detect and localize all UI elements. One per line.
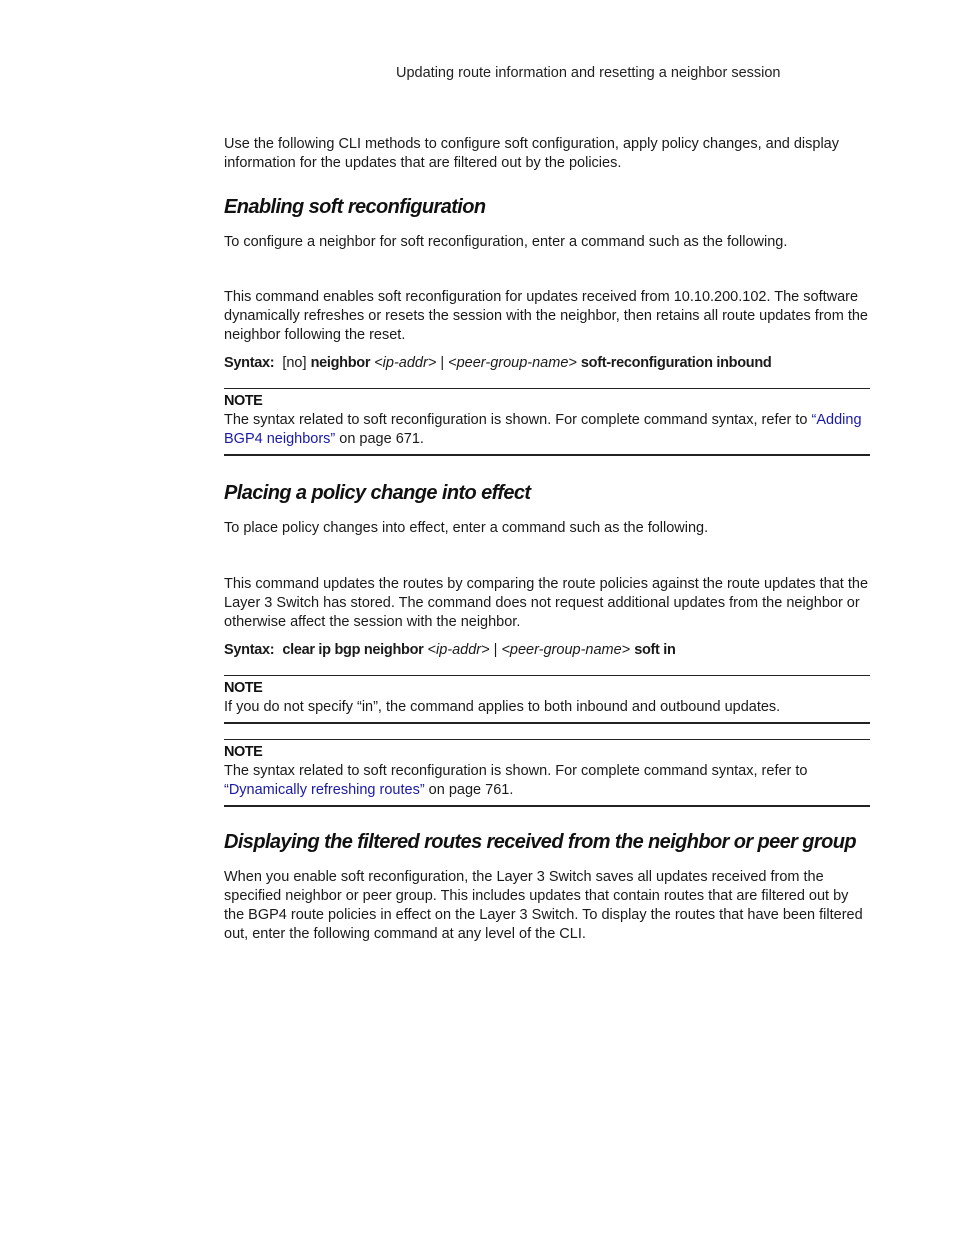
syntax-no-option: [no] [282,355,307,371]
syntax-arg-ip-addr: <ip-addr> [427,642,490,658]
note-body: The syntax related to soft reconfiguration is shown. For complete command syntax, refer to [224,763,808,779]
syntax-keywords: soft-reconfiguration inbound [580,355,772,371]
syntax-keywords: soft in [634,642,676,658]
note-page-ref: on page 761. [424,782,514,798]
note-box-3 [224,739,870,807]
content-area [224,135,870,944]
note-title: NOTE [224,744,263,760]
syntax-label: Syntax: [224,642,275,658]
heading-enabling-soft-reconfiguration: Enabling soft reconfiguration [224,196,486,218]
note-body: The syntax related to soft reconfiguration is shown. For complete command syntax, refer to [224,412,812,428]
note-box-2 [224,675,870,724]
link-dynamically-refreshing-routes[interactable]: “Dynamically refreshing routes” [224,782,425,798]
syntax-arg-peer-group: <peer-group-name> [448,355,577,371]
syntax-command: neighbor [310,355,371,371]
note-text: If you do not specify “in”, the command applies to both inbound and outbound updates. [224,699,781,715]
section1-description-paragraph: This command enables soft reconfiguration for updates received from 10.10.200.102. The software dynamically refreshes or resets the session with the neighbor, then retains all route updates from the neighbor following the reset. [224,289,868,343]
section2-description-paragraph: This command updates the routes by comparing the route policies against the route updates that the Layer 3 Switch has stored. The command does not request additional updates from the neighbor or otherwise affect the session with the neighbor. [224,576,869,630]
intro-paragraph: Use the following CLI methods to configure soft configuration, apply policy changes, and display information for the updates that are filtered out by the policies. [224,136,839,171]
section1-syntax-line [224,354,870,373]
syntax-label: Syntax: [224,355,275,371]
link-adding-bgp4-neighbors[interactable]: “Adding BGP4 neighbors” [224,412,862,447]
heading-placing-policy-change: Placing a policy change into effect [224,482,531,504]
running-header: Updating route information and resetting a neighbor session [396,65,781,81]
section2-syntax-line [224,641,870,660]
syntax-separator: | [440,355,445,371]
note-text [224,762,870,800]
note-title: NOTE [224,393,263,409]
section1-intro-paragraph: To configure a neighbor for soft reconfiguration, enter a command such as the following. [224,234,788,250]
syntax-arg-peer-group: <peer-group-name> [501,642,631,658]
note-box-1 [224,388,870,456]
section3-paragraph: When you enable soft reconfiguration, the Layer 3 Switch saves all updates received from the specified neighbor or peer group. This includes updates that contain routes that are filtered out by the BGP4 route policies in effect on the Layer 3 Switch. To display the routes that have been filtered out, enter the following command at any level of the CLI. [224,869,863,942]
note-title: NOTE [224,680,263,696]
syntax-separator: | [493,642,498,658]
section2-intro-paragraph: To place policy changes into effect, enter a command such as the following. [224,520,709,536]
syntax-arg-ip-addr: <ip-addr> [374,355,437,371]
heading-displaying-filtered-routes: Displaying the filtered routes received from the neighbor or peer group [224,831,856,853]
note-page-ref: on page 671. [335,431,424,447]
syntax-command: clear ip bgp neighbor [282,642,424,658]
note-text [224,411,870,449]
